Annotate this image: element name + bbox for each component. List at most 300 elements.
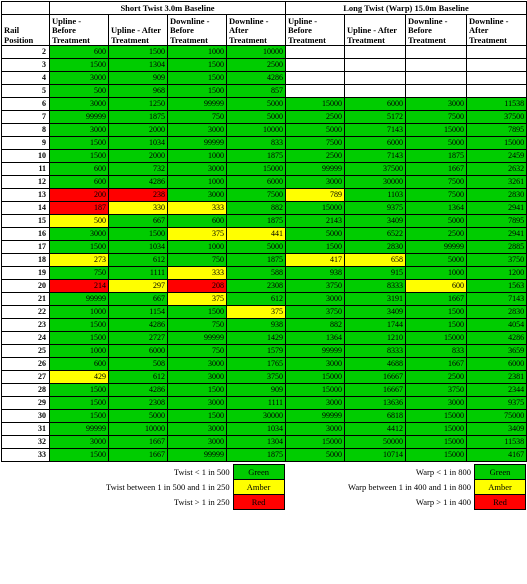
short-twist-cell: 1111	[109, 267, 168, 280]
long-twist-cell	[345, 72, 406, 85]
legend-label: Warp < 1 in 800	[415, 467, 472, 477]
short-twist-cell: 99999	[50, 423, 109, 436]
rail-position-cell: 21	[2, 293, 50, 306]
long-twist-cell: 6818	[345, 410, 406, 423]
long-twist-cell: 15000	[286, 98, 345, 111]
table-row	[2, 410, 527, 423]
short-twist-cell: 1304	[109, 59, 168, 72]
short-twist-cell: 7500	[227, 189, 286, 202]
rail-position-cell: 13	[2, 189, 50, 202]
long-twist-cell: 7895	[467, 124, 527, 137]
long-twist-cell: 15000	[286, 371, 345, 384]
long-twist-cell: 882	[286, 319, 345, 332]
long-twist-cell: 8333	[345, 280, 406, 293]
short-twist-cell: 1500	[50, 449, 109, 462]
long-twist-cell: 5172	[345, 111, 406, 124]
short-twist-cell: 2308	[109, 397, 168, 410]
legend-row	[103, 480, 284, 495]
short-twist-cell: 1500	[168, 384, 227, 397]
long-twist-cell: 10714	[345, 449, 406, 462]
table-row	[2, 254, 527, 267]
short-twist-cell: 1500	[50, 410, 109, 423]
short-twist-cell: 667	[109, 293, 168, 306]
long-twist-cell: 789	[286, 189, 345, 202]
short-twist-cell: 4286	[109, 176, 168, 189]
short-twist-cell: 3000	[50, 72, 109, 85]
long-twist-cell: 11538	[467, 436, 527, 449]
rail-position-cell: 22	[2, 306, 50, 319]
short-twist-cell: 588	[227, 267, 286, 280]
short-twist-cell: 375	[227, 306, 286, 319]
long-twist-cell: 75000	[467, 410, 527, 423]
long-twist-cell: 8333	[345, 345, 406, 358]
long-twist-cell: 15000	[406, 332, 467, 345]
long-twist-cell: 2830	[345, 241, 406, 254]
table-row	[2, 163, 527, 176]
rail-position-cell: 33	[2, 449, 50, 462]
rail-position-cell: 6	[2, 98, 50, 111]
table-row	[2, 384, 527, 397]
rail-position-cell: 18	[2, 254, 50, 267]
short-twist-cell: 273	[50, 254, 109, 267]
table-row	[2, 202, 527, 215]
short-twist-cell: 200	[50, 189, 109, 202]
long-twist-cell: 3409	[345, 215, 406, 228]
long-twist-cell: 600	[406, 280, 467, 293]
long-twist-cell: 3191	[345, 293, 406, 306]
long-twist-cell: 7500	[406, 189, 467, 202]
long-twist-cell: 915	[345, 267, 406, 280]
long-twist-cell: 4688	[345, 358, 406, 371]
long-twist-cell: 6000	[467, 358, 527, 371]
short-twist-cell: 1500	[109, 46, 168, 59]
short-twist-cell: 4286	[227, 72, 286, 85]
short-twist-cell: 857	[227, 85, 286, 98]
long-twist-cell	[467, 46, 527, 59]
table-row	[2, 176, 527, 189]
long-twist-cell: 4412	[345, 423, 406, 436]
table-row	[2, 319, 527, 332]
short-twist-cell: 508	[109, 358, 168, 371]
legend-swatch: Amber	[233, 480, 284, 495]
short-twist-cell: 99999	[50, 293, 109, 306]
short-twist-cell: 2500	[227, 59, 286, 72]
legend-row	[345, 480, 526, 495]
short-twist-cell: 1500	[168, 306, 227, 319]
long-twist-cell: 5000	[406, 254, 467, 267]
short-twist-cell: 732	[109, 163, 168, 176]
short-twist-cell: 4286	[109, 384, 168, 397]
long-twist-cell: 15000	[406, 124, 467, 137]
long-twist-cell: 3000	[406, 397, 467, 410]
long-twist-cell: 3750	[406, 384, 467, 397]
table-row	[2, 137, 527, 150]
short-twist-cell: 1154	[109, 306, 168, 319]
legend-label: Twist between 1 in 500 and 1 in 250	[106, 482, 230, 492]
short-twist-cell: 3750	[227, 371, 286, 384]
warp-legend	[345, 464, 526, 510]
long-twist-cell: 2500	[286, 150, 345, 163]
table-row	[2, 85, 527, 98]
short-twist-cell: 1667	[109, 449, 168, 462]
short-twist-cell: 750	[168, 319, 227, 332]
table-row	[2, 371, 527, 384]
short-twist-cell: 6000	[227, 176, 286, 189]
long-twist-cell: 658	[345, 254, 406, 267]
short-twist-cell: 1034	[227, 423, 286, 436]
short-twist-cell: 3000	[168, 163, 227, 176]
long-upline-before-header: Upline - Before Treatment	[286, 15, 345, 46]
long-twist-cell: 4054	[467, 319, 527, 332]
short-twist-cell: 750	[50, 267, 109, 280]
long-twist-cell: 16667	[345, 384, 406, 397]
short-twist-cell: 750	[168, 111, 227, 124]
rail-position-cell: 31	[2, 423, 50, 436]
long-twist-cell	[345, 59, 406, 72]
short-twist-cell: 1500	[168, 59, 227, 72]
long-twist-cell: 417	[286, 254, 345, 267]
short-twist-cell: 612	[109, 254, 168, 267]
short-twist-cell: 1875	[227, 150, 286, 163]
rail-position-cell: 2	[2, 46, 50, 59]
long-twist-cell: 37500	[345, 163, 406, 176]
long-twist-cell: 3000	[286, 423, 345, 436]
long-twist-cell: 2344	[467, 384, 527, 397]
table-row	[2, 98, 527, 111]
short-twist-cell: 375	[168, 228, 227, 241]
short-twist-cell: 1111	[227, 397, 286, 410]
rail-position-cell: 25	[2, 345, 50, 358]
long-twist-cell: 15000	[406, 436, 467, 449]
rail-position-cell: 12	[2, 176, 50, 189]
short-twist-cell: 5000	[109, 410, 168, 423]
rail-position-cell: 10	[2, 150, 50, 163]
short-twist-cell: 1667	[109, 436, 168, 449]
short-twist-cell: 1875	[227, 215, 286, 228]
long-twist-cell: 3000	[286, 176, 345, 189]
long-twist-cell	[406, 72, 467, 85]
long-twist-cell: 1667	[406, 293, 467, 306]
long-twist-cell	[467, 85, 527, 98]
long-twist-cell: 9375	[345, 202, 406, 215]
short-twist-cell: 3000	[50, 228, 109, 241]
legend-swatch: Green	[475, 465, 526, 480]
rail-position-cell: 8	[2, 124, 50, 137]
short-twist-cell: 1000	[168, 241, 227, 254]
long-twist-cell: 7895	[467, 215, 527, 228]
long-twist-cell: 99999	[286, 345, 345, 358]
table-row	[2, 267, 527, 280]
long-twist-cell: 37500	[467, 111, 527, 124]
rail-position-cell: 7	[2, 111, 50, 124]
long-twist-cell: 1875	[406, 150, 467, 163]
table-row	[2, 423, 527, 436]
long-twist-cell: 5000	[286, 124, 345, 137]
short-twist-cell: 500	[50, 85, 109, 98]
long-twist-cell: 1667	[406, 163, 467, 176]
long-twist-cell	[406, 85, 467, 98]
short-twist-cell: 1500	[50, 59, 109, 72]
short-twist-cell: 5000	[227, 111, 286, 124]
short-twist-cell: 6000	[109, 345, 168, 358]
short-twist-cell: 500	[50, 215, 109, 228]
short-twist-cell: 1875	[227, 254, 286, 267]
long-twist-cell: 99999	[286, 163, 345, 176]
rail-position-cell: 20	[2, 280, 50, 293]
rail-position-cell: 27	[2, 371, 50, 384]
short-twist-cell: 1000	[168, 46, 227, 59]
short-twist-cell: 1000	[168, 150, 227, 163]
long-twist-cell: 6000	[345, 137, 406, 150]
short-twist-cell: 99999	[50, 111, 109, 124]
table-row	[2, 46, 527, 59]
short-twist-cell: 3000	[50, 436, 109, 449]
short-twist-cell: 333	[168, 202, 227, 215]
legend-label: Twist > 1 in 250	[173, 497, 230, 507]
rail-position-header: Rail Position	[2, 15, 50, 46]
long-twist-cell	[406, 59, 467, 72]
legend-swatch: Red	[233, 495, 284, 510]
table-row	[2, 72, 527, 85]
short-upline-after-header: Upline - After Treatment	[109, 15, 168, 46]
rail-position-cell: 3	[2, 59, 50, 72]
rail-position-cell: 9	[2, 137, 50, 150]
long-twist-cell	[286, 85, 345, 98]
rail-position-cell: 28	[2, 384, 50, 397]
short-twist-cell: 600	[168, 215, 227, 228]
long-twist-cell: 4167	[467, 449, 527, 462]
table-row	[2, 345, 527, 358]
short-twist-cell: 1500	[50, 150, 109, 163]
long-twist-cell: 3750	[286, 280, 345, 293]
rail-position-cell: 16	[2, 228, 50, 241]
short-twist-cell: 1500	[168, 72, 227, 85]
table-row	[2, 241, 527, 254]
short-twist-cell: 612	[109, 371, 168, 384]
rail-position-cell: 11	[2, 163, 50, 176]
rail-position-cell: 17	[2, 241, 50, 254]
long-downline-before-header: Downline - Before Treatment	[406, 15, 467, 46]
long-twist-cell: 2381	[467, 371, 527, 384]
short-twist-cell: 30000	[227, 410, 286, 423]
short-twist-group-header: Short Twist 3.0m Baseline	[50, 2, 286, 15]
short-twist-cell: 187	[50, 202, 109, 215]
short-twist-cell: 600	[50, 358, 109, 371]
table-row	[2, 228, 527, 241]
legend-row	[345, 465, 526, 480]
short-twist-cell: 1500	[50, 319, 109, 332]
long-twist-cell: 7143	[467, 293, 527, 306]
long-twist-cell: 13636	[345, 397, 406, 410]
long-twist-group-header: Long Twist (Warp) 15.0m Baseline	[286, 2, 527, 15]
short-twist-cell: 909	[109, 72, 168, 85]
rail-position-cell: 30	[2, 410, 50, 423]
long-twist-cell: 1210	[345, 332, 406, 345]
long-twist-cell: 3750	[286, 306, 345, 319]
short-twist-cell: 938	[227, 319, 286, 332]
short-twist-cell: 833	[227, 137, 286, 150]
long-twist-cell: 1500	[406, 306, 467, 319]
short-twist-cell: 3000	[168, 436, 227, 449]
long-twist-cell: 938	[286, 267, 345, 280]
long-twist-cell: 1667	[406, 358, 467, 371]
table-row	[2, 449, 527, 462]
long-twist-cell: 7500	[406, 176, 467, 189]
short-twist-cell: 1875	[109, 111, 168, 124]
long-twist-cell: 1364	[406, 202, 467, 215]
long-twist-cell	[467, 72, 527, 85]
long-twist-cell: 2941	[467, 202, 527, 215]
short-twist-cell: 1000	[168, 176, 227, 189]
long-twist-cell: 2830	[467, 189, 527, 202]
table-row	[2, 124, 527, 137]
short-twist-cell: 968	[109, 85, 168, 98]
long-twist-cell: 7500	[286, 137, 345, 150]
short-twist-cell: 214	[50, 280, 109, 293]
short-twist-cell: 600	[50, 176, 109, 189]
corner-cell	[2, 2, 50, 15]
long-twist-cell: 1200	[467, 267, 527, 280]
table-row	[2, 436, 527, 449]
short-downline-after-header: Downline - After Treatment	[227, 15, 286, 46]
short-twist-cell: 1500	[50, 241, 109, 254]
long-twist-cell: 2459	[467, 150, 527, 163]
long-twist-cell	[345, 46, 406, 59]
long-twist-cell: 30000	[345, 176, 406, 189]
table-row	[2, 358, 527, 371]
table-row	[2, 280, 527, 293]
long-twist-cell	[467, 59, 527, 72]
long-twist-cell: 15000	[406, 423, 467, 436]
long-twist-cell: 3000	[286, 358, 345, 371]
long-twist-cell: 5000	[286, 449, 345, 462]
long-twist-cell: 5000	[406, 137, 467, 150]
short-twist-cell: 612	[227, 293, 286, 306]
short-twist-cell: 208	[168, 280, 227, 293]
short-twist-cell: 375	[168, 293, 227, 306]
legend-row	[345, 495, 526, 510]
long-twist-cell: 2500	[406, 371, 467, 384]
long-twist-cell: 1103	[345, 189, 406, 202]
rail-position-cell: 26	[2, 358, 50, 371]
long-twist-cell: 2500	[286, 111, 345, 124]
short-twist-cell: 1579	[227, 345, 286, 358]
short-twist-cell: 4286	[109, 319, 168, 332]
rail-position-cell: 24	[2, 332, 50, 345]
legend-label: Warp > 1 in 400	[415, 497, 472, 507]
long-twist-cell: 15000	[286, 202, 345, 215]
rail-position-cell: 14	[2, 202, 50, 215]
short-twist-cell: 667	[109, 215, 168, 228]
short-twist-cell: 600	[50, 46, 109, 59]
table-row	[2, 293, 527, 306]
long-twist-cell: 2885	[467, 241, 527, 254]
table-row	[2, 189, 527, 202]
long-upline-after-header: Upline - After Treatment	[345, 15, 406, 46]
short-twist-cell: 99999	[168, 449, 227, 462]
short-twist-cell: 10000	[227, 46, 286, 59]
long-twist-cell: 2500	[406, 228, 467, 241]
long-twist-cell	[406, 46, 467, 59]
short-twist-cell: 3000	[168, 371, 227, 384]
short-twist-cell: 1500	[50, 397, 109, 410]
long-twist-cell: 3261	[467, 176, 527, 189]
rail-position-cell: 4	[2, 72, 50, 85]
long-twist-cell: 3409	[467, 423, 527, 436]
rail-position-cell: 5	[2, 85, 50, 98]
long-twist-cell	[286, 59, 345, 72]
long-twist-cell: 15000	[286, 436, 345, 449]
long-twist-cell	[286, 46, 345, 59]
short-twist-cell: 1034	[109, 137, 168, 150]
twist-data-table	[1, 1, 527, 462]
short-twist-cell: 99999	[168, 98, 227, 111]
table-row	[2, 150, 527, 163]
short-twist-cell: 1304	[227, 436, 286, 449]
rail-position-cell: 15	[2, 215, 50, 228]
short-twist-cell: 15000	[227, 163, 286, 176]
long-twist-cell: 2941	[467, 228, 527, 241]
legend-row	[103, 465, 284, 480]
long-twist-cell: 15000	[406, 449, 467, 462]
long-twist-cell: 6000	[345, 98, 406, 111]
short-twist-cell: 3000	[50, 124, 109, 137]
short-twist-cell: 1765	[227, 358, 286, 371]
short-twist-cell: 330	[109, 202, 168, 215]
table-row	[2, 397, 527, 410]
short-twist-cell: 3000	[168, 124, 227, 137]
rail-position-cell: 32	[2, 436, 50, 449]
long-twist-cell: 3000	[286, 293, 345, 306]
short-twist-cell: 2000	[109, 150, 168, 163]
short-twist-cell: 2308	[227, 280, 286, 293]
short-twist-cell: 5000	[227, 98, 286, 111]
short-twist-cell: 5000	[227, 241, 286, 254]
short-twist-cell: 99999	[168, 137, 227, 150]
short-twist-cell: 3000	[168, 397, 227, 410]
table-row	[2, 111, 527, 124]
rail-position-cell: 23	[2, 319, 50, 332]
long-twist-cell: 2830	[467, 306, 527, 319]
table-row	[2, 306, 527, 319]
legend-swatch: Red	[475, 495, 526, 510]
short-twist-cell: 909	[227, 384, 286, 397]
short-twist-cell: 99999	[168, 332, 227, 345]
long-twist-cell: 15000	[286, 384, 345, 397]
long-twist-cell: 3000	[406, 98, 467, 111]
short-twist-cell: 1429	[227, 332, 286, 345]
table-row	[2, 215, 527, 228]
short-twist-cell: 238	[109, 189, 168, 202]
long-twist-cell: 3659	[467, 345, 527, 358]
long-twist-cell: 1744	[345, 319, 406, 332]
short-twist-cell: 1250	[109, 98, 168, 111]
short-twist-cell: 1500	[168, 410, 227, 423]
short-twist-cell: 1875	[227, 449, 286, 462]
column-header-row	[2, 15, 527, 46]
legend-row	[103, 495, 284, 510]
long-twist-cell: 3000	[286, 397, 345, 410]
long-twist-cell: 833	[406, 345, 467, 358]
short-twist-cell: 3000	[168, 358, 227, 371]
short-twist-cell: 1500	[168, 85, 227, 98]
short-twist-cell: 441	[227, 228, 286, 241]
short-twist-cell: 10000	[227, 124, 286, 137]
short-twist-cell: 1500	[50, 384, 109, 397]
long-twist-cell: 7500	[406, 111, 467, 124]
short-twist-cell: 1000	[50, 345, 109, 358]
short-twist-cell: 297	[109, 280, 168, 293]
